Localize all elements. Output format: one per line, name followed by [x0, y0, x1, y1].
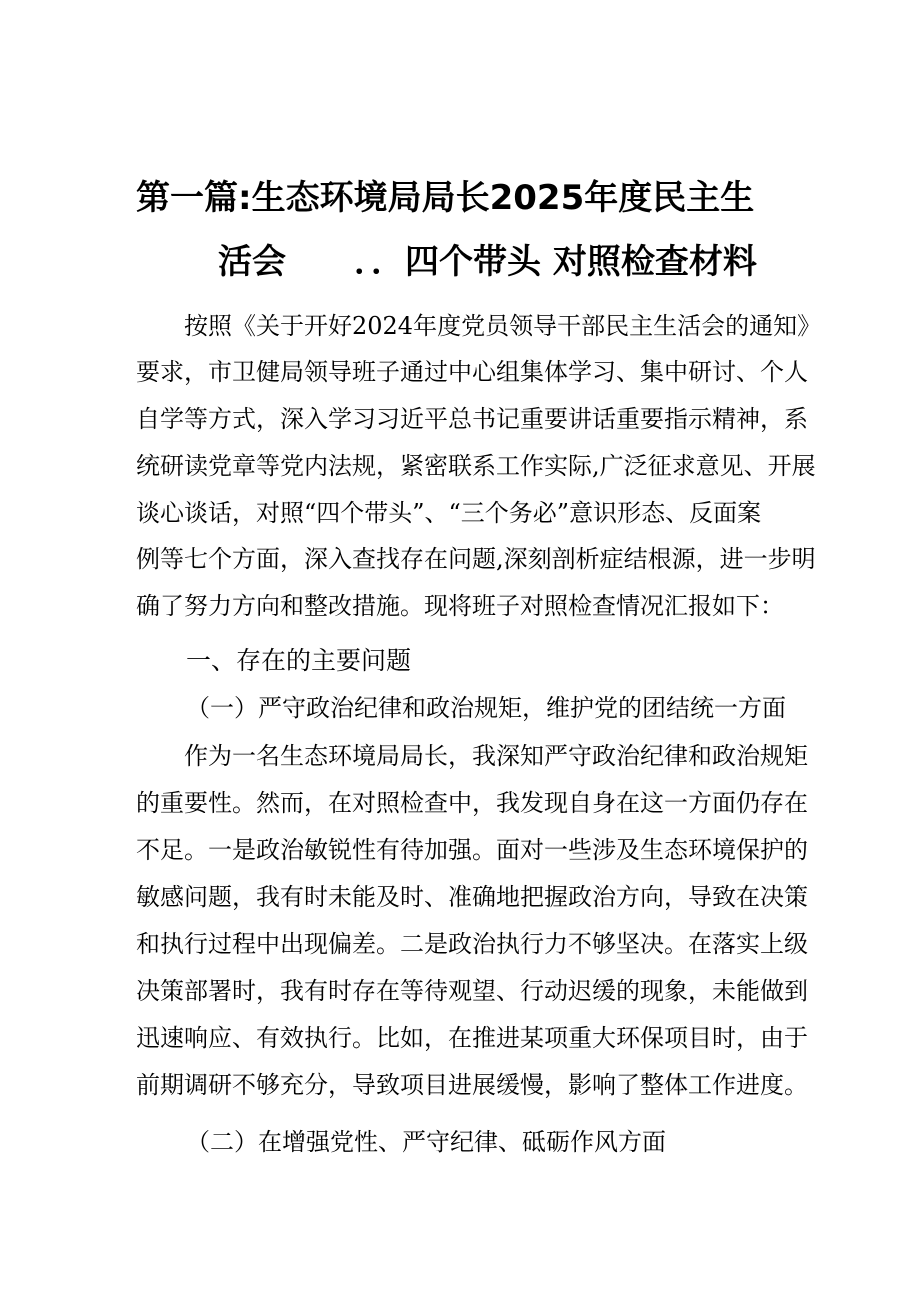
subsection-1-line: 决策部署时，我有时存在等待观望、行动迟缓的现象，未能做到 [136, 977, 808, 1005]
subsection-1-line: 前期调研不够充分，导致项目进展缓慢，影响了整体工作进度。 [136, 1071, 808, 1099]
subsection-1-line: 不足。一是政治敏锐性有待加强。面对一些涉及生态环境保护的 [136, 836, 808, 864]
intro-line: 谈心谈话，对照“四个带头”、“三个务必”意识形态、反面案 [136, 499, 762, 527]
intro-line: 按照《关于开好2024年度党员领导干部民主生活会的通知》 [136, 312, 822, 340]
subsection-heading-1: （一）严守政治纪律和政治规矩，维护党的团结统一方面 [186, 694, 786, 722]
intro-line: 例等七个方面，深入查找存在问题,深刻剖析症结根源，进一步明 [136, 545, 816, 573]
intro-line: 要求，市卫健局领导班子通过中心组集体学习、集中研讨、个人 [136, 358, 808, 386]
subsection-heading-2: （二）在增强党性、严守纪律、砥砺作风方面 [186, 1128, 666, 1156]
subsection-1-line: 的重要性。然而，在对照检查中，我发现自身在这一方面仍存在 [136, 789, 808, 817]
intro-line: 自学等方式，深入学习习近平总书记重要讲话重要指示精神，系 [136, 405, 808, 433]
intro-line: 确了努力方向和整改措施。现将班子对照检查情况汇报如下： [136, 592, 784, 620]
subsection-1-line: 迅速响应、有效执行。比如，在推进某项重大环保项目时，由于 [136, 1024, 808, 1052]
subsection-1-line: 作为一名生态环境局局长，我深知严守政治纪律和政治规矩 [136, 742, 808, 770]
subsection-1-line: 敏感问题，我有时未能及时、准确地把握政治方向，导致在决策 [136, 883, 808, 911]
subsection-1-line: 和执行过程中出现偏差。二是政治执行力不够坚决。在落实上级 [136, 930, 808, 958]
document-title-line-2: 活会 ．．四个带头 对照检查材料 [218, 242, 757, 282]
intro-line: 统研读党章等党内法规，紧密联系工作实际,广泛征求意见、开展 [136, 452, 816, 480]
document-title-line-1: 第一篇:生态环境局局长2025年度民主生 [136, 178, 755, 218]
section-heading: 一、存在的主要问题 [186, 646, 412, 675]
